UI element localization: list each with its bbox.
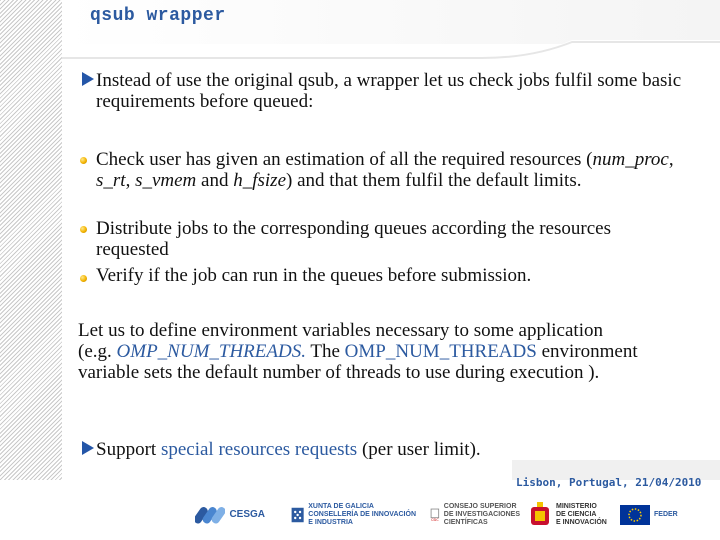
omp-num-threads-term: OMP_NUM_THREADS (344, 341, 537, 362)
s-rt-term: s_rt (96, 170, 126, 191)
s-vmem-term: s_vmem (135, 170, 197, 191)
cesga-symbol-icon (195, 503, 225, 527)
sub1-and: and (196, 170, 234, 191)
csic-symbol-icon (430, 502, 440, 528)
yellow-dot-bullet-icon (80, 157, 87, 164)
sub-bullet-verify-job: Verify if the job can run in the queues before submission. (96, 265, 532, 286)
cesga-logo (195, 497, 265, 533)
paragraph-environment-variables (78, 320, 638, 383)
sub-bullet-distribute-jobs: Distribute jobs to the corresponding queues according the resources requested (96, 218, 611, 260)
num-proc-term: num_proc (592, 149, 669, 170)
xunta-shield-icon (291, 502, 304, 528)
omp-num-threads-italic: OMP_NUM_THREADS. (116, 341, 306, 362)
bullet3-text-a: Support (96, 439, 161, 460)
csic-logo-text: CONSEJO SUPERIOR DE INVESTIGACIONES CIENTÍFICAS (443, 503, 520, 526)
triangle-bullet-icon (82, 72, 94, 86)
sub1-text-b: ) and that them fulfil the default limits. (286, 170, 582, 191)
bullet-special-resources (96, 439, 696, 460)
ministerio-logo-text: MINISTERIO DE CIENCIA E INNOVACIÓN (556, 503, 607, 526)
yellow-dot-bullet-icon (80, 275, 87, 282)
cesga-logo-text: CESGA (229, 509, 265, 520)
para2-text-a: Let us to define environment variables necessary to some application (e.g. (78, 320, 603, 362)
para2-text-c: environment variable sets the default number of threads to use during execution ). (78, 341, 638, 383)
sub-bullet-check-resources (96, 149, 686, 191)
sub1-sep1: , (668, 149, 674, 170)
footer-date: Lisbon, Portugal, 21/04/2010 (516, 476, 702, 489)
slide-title: qsub wrapper (90, 6, 226, 26)
spain-coat-of-arms-icon (528, 501, 552, 529)
svg-text:CSIC: CSIC (431, 517, 439, 522)
h-fsize-term: h_fsize (233, 170, 286, 191)
sub1-text-a: Check user has given an estimation of all the required resources ( (96, 149, 593, 170)
bullet-qsub-wrapper: Instead of use the original qsub, a wrapper let us check jobs fulfil some basic requirements before queued: (96, 70, 682, 112)
special-resources-link[interactable]: special resources requests (160, 439, 358, 460)
bullet3-text-b: (per user limit). (357, 439, 481, 460)
xunta-logo-text: XUNTA DE GALICIA CONSELLERÍA DE INNOVACIÓN E INDUSTRIA (308, 503, 416, 526)
feder-logo (620, 497, 715, 533)
triangle-bullet-icon (82, 441, 94, 455)
para2-text-b: The (305, 341, 345, 362)
yellow-dot-bullet-icon (80, 226, 87, 233)
feder-logo-text: FEDER (654, 511, 678, 518)
csic-logo (430, 497, 520, 533)
xunta-logo (291, 497, 416, 533)
ministerio-logo (528, 497, 613, 533)
eu-flag-icon (620, 505, 650, 525)
sub1-sep2: , (125, 170, 136, 191)
